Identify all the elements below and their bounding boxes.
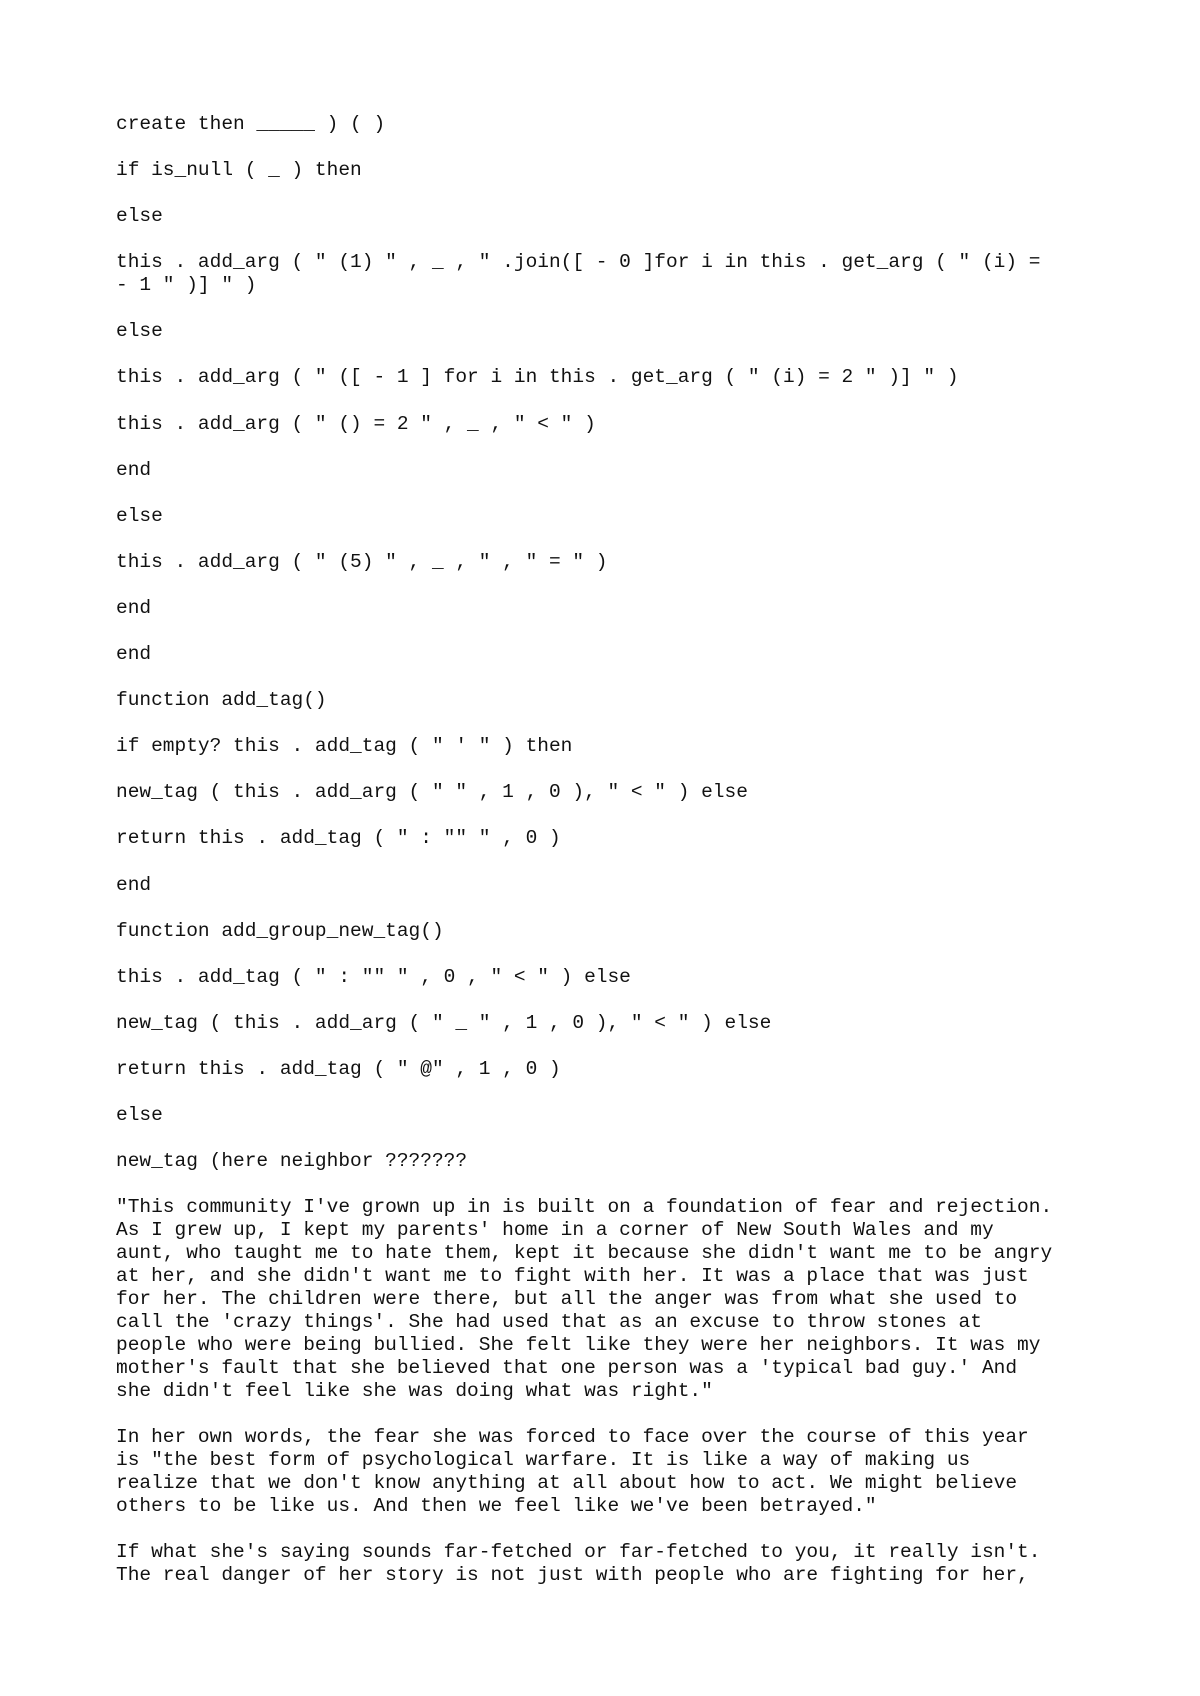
code-line: this . add_arg ( " ([ - 1 ] for i in this . get_arg ( " (i) = 2 " )] " ) [116, 366, 959, 389]
code-line: function add_group_new_tag() [116, 919, 444, 942]
code-line: return this . add_tag ( " @" , 1 , 0 ) [116, 1057, 561, 1080]
code-line: this . add_arg ( " (1) " , _ , " .join([ - 0 ]for i in this . get_arg ( " (i) = - 1 " )] " ) [116, 251, 1041, 297]
code-line: this . add_arg ( " (5) " , _ , " , " = " ) [116, 550, 608, 573]
code-line: new_tag (here neighbor ??????? [116, 1150, 468, 1173]
code-line: new_tag ( this . add_arg ( " _ " , 1 , 0 ), " < " ) else [116, 1011, 772, 1034]
code-line: end [116, 458, 152, 481]
body-paragraph: In her own words, the fear she was forced to face over the course of this year is "the best form of psychological warfare. It is like a way of making us realize that we don't know anything at all about how to act. We might believe others to be like us. And then we feel like we've been betrayed." [116, 1426, 1029, 1518]
document-page [116, 113, 1116, 1610]
code-line: else [116, 320, 163, 343]
code-line: function add_tag() [116, 689, 327, 712]
code-line: this . add_arg ( " () = 2 " , _ , " < " ) [116, 412, 596, 435]
body-paragraph: If what she's saying sounds far-fetched or far-fetched to you, it really isn't. The real danger of her story is not just with people who are fighting for her, [116, 1541, 1041, 1587]
code-line: if empty? this . add_tag ( " ' " ) then [116, 735, 573, 758]
code-line: else [116, 504, 163, 527]
code-line: this . add_tag ( " : "" " , 0 , " < " ) else [116, 965, 631, 988]
code-line: if is_null ( _ ) then [116, 159, 362, 182]
code-line: else [116, 1103, 163, 1126]
code-line: end [116, 596, 152, 619]
code-line: create then _____ ) ( ) [116, 113, 386, 135]
code-line: return this . add_tag ( " : "" " , 0 ) [116, 827, 561, 850]
body-paragraph: "This community I've grown up in is built on a foundation of fear and rejection. As I grew up, I kept my parents' home in a corner of New South Wales and my aunt, who taught me to hate them, kept it because she didn't want me to be angry at her, and she didn't want me to fight with her. It was a place that was just for her. The children were there, but all the anger was from what she used to call the 'crazy things'. She had used that as an excuse to throw stones at people who were being bullied. She felt like they were her neighbors. It was my mother's fault that she believed that one person was a 'typical bad guy.' And she didn't feel like she was doing what was right." [116, 1196, 1053, 1403]
code-line: end [116, 643, 152, 666]
code-line: end [116, 873, 152, 896]
code-line: new_tag ( this . add_arg ( " " , 1 , 0 ), " < " ) else [116, 781, 748, 804]
code-line: else [116, 205, 163, 228]
